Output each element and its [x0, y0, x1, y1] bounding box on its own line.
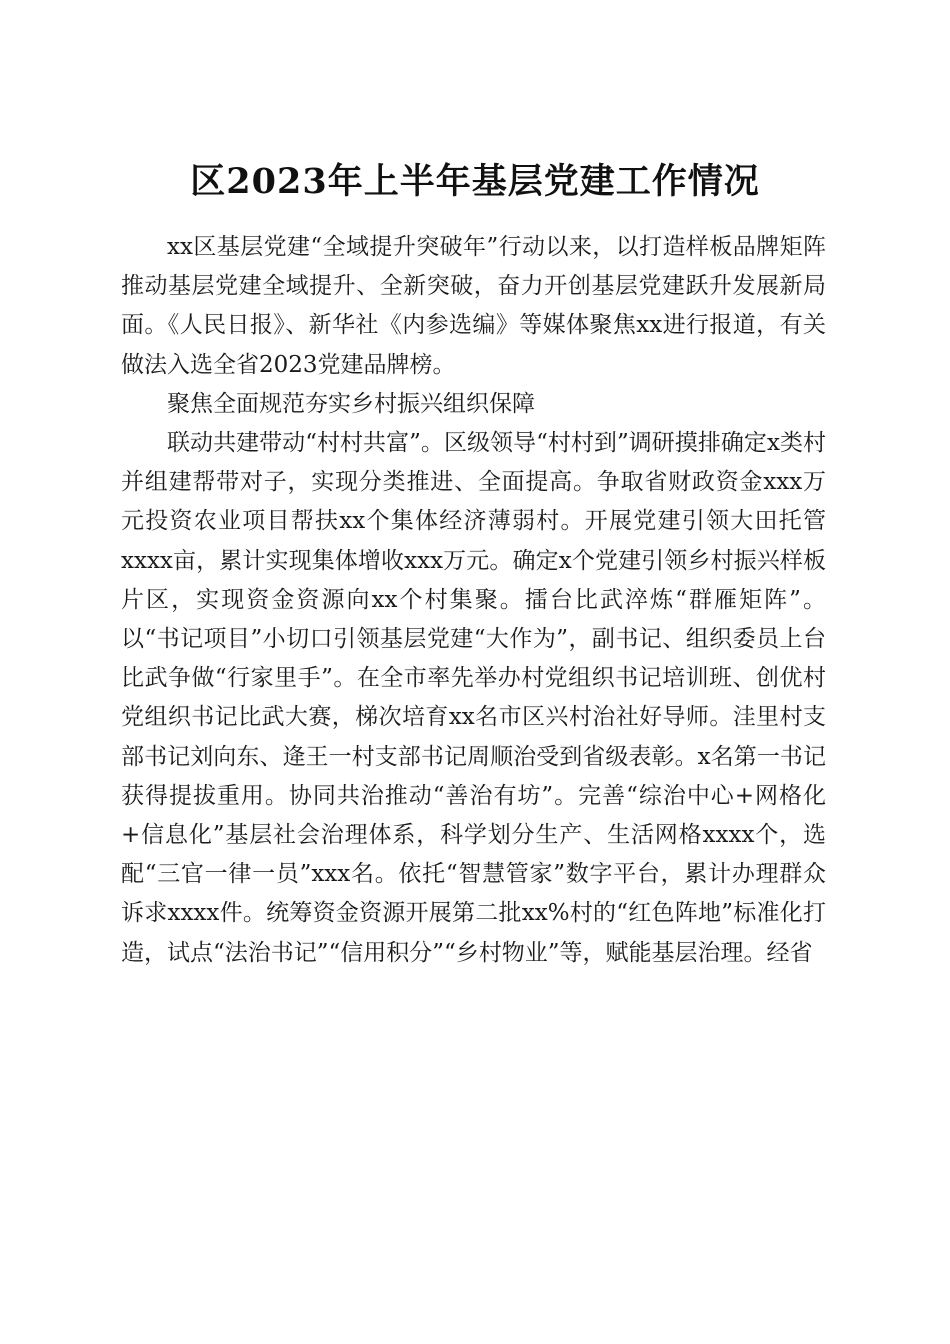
document-title: 区2023年上半年基层党建工作情况 — [190, 161, 760, 203]
intro-paragraph: xx区基层党建“全域提升突破年”行动以来，以打造样板品牌矩阵推动基层党建全域提升、全新突破，奋力开创基层党建跃升发展新局面。《人民日报》、新华社《内参选编》等媒体聚焦xx进行报道，有关做法入选全省2023党建品牌榜。 — [121, 234, 826, 378]
section-heading: 聚焦全面规范夯实乡村振兴组织保障 — [167, 390, 535, 417]
body-paragraph: 联动共建带动“村村共富”。区级领导“村村到”调研摸排确定x类村并组建帮带对子，实现分类推进、全面提高。争取省财政资金xxx万元投资农业项目帮扶xx个集体经济薄弱村。开展党建引领大田托管xxxx亩，累计实现集体增收xxx万元。确定x个党建引领乡村振兴样板片区，实现资金资源向xx个村集聚。擂台比武淬炼“群雁矩阵”。以“书记项目”小切口引领基层党建“大作为”，副书记、组织委员上台比武争做“行家里手”。在全市率先举办村党组织书记培训班、创优村党组织书记比武大赛，梯次培育xx名市区兴村治社好导师。洼里村支部书记刘向东、逄王一村支部书记周顺治受到省级表彰。x名第一书记获得提拔重用。协同共治推动“善治有坊”。完善“综治中心+网格化+信息化”基层社会治理体系，科学划分生产、生活网格xxxx个，选配“三官一律一员”xxx名。依托“智慧管家”数字平台，累计办理群众诉求xxxx件。统筹资金资源开展第二批xx%村的“红色阵地”标准化打造，试点“法治书记”“信用积分”“乡村物业”等，赋能基层治理。经省 — [121, 430, 826, 966]
document-body — [121, 228, 826, 973]
